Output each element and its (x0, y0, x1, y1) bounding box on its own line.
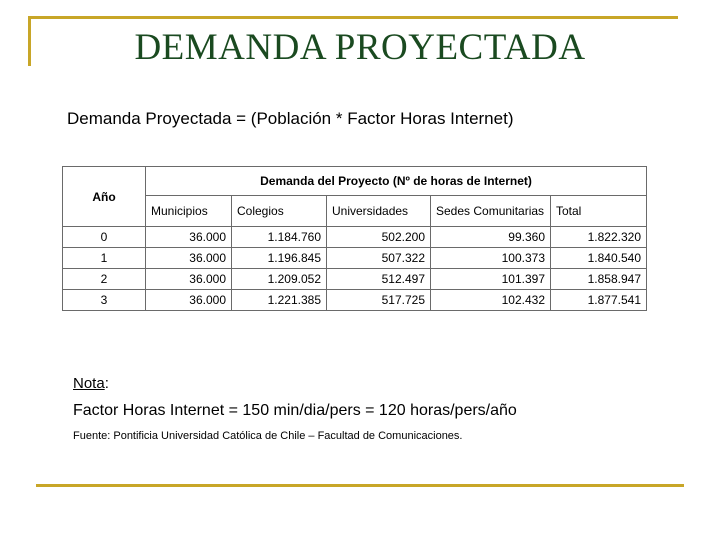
page-title: DEMANDA PROYECTADA (134, 27, 586, 68)
total-cell: 1.858.947 (551, 269, 647, 290)
source-note: Fuente: Pontificia Universidad Católica de Chile – Facultad de Comunicaciones. (73, 430, 463, 442)
factor-note: Factor Horas Internet = 150 min/dia/pers = 120 horas/pers/año (73, 402, 517, 419)
table-row (63, 290, 647, 311)
universidades-cell: 507.322 (327, 248, 431, 269)
column-header-total: Total (551, 196, 647, 227)
sedes-cell: 100.373 (431, 248, 551, 269)
table-row (63, 248, 647, 269)
universidades-cell: 512.497 (327, 269, 431, 290)
column-header-colegios: Colegios (232, 196, 327, 227)
bottom-rule (36, 484, 684, 487)
formula-text: Demanda Proyectada = (Población * Factor Horas Internet) (67, 109, 514, 128)
universidades-cell: 517.725 (327, 290, 431, 311)
note-heading (73, 375, 109, 392)
sedes-cell: 99.360 (431, 227, 551, 248)
municipios-cell: 36.000 (146, 227, 232, 248)
group-header: Demanda del Proyecto (Nº de horas de Internet) (146, 167, 647, 196)
table-row (63, 269, 647, 290)
table-group-header-row (63, 167, 647, 196)
column-header-universidades: Universidades (327, 196, 431, 227)
colegios-cell: 1.221.385 (232, 290, 327, 311)
top-rule (28, 16, 678, 19)
year-header: Año (63, 167, 146, 227)
total-cell: 1.822.320 (551, 227, 647, 248)
municipios-cell: 36.000 (146, 290, 232, 311)
table-column-header-row (63, 196, 647, 227)
note-label: Nota (73, 375, 105, 392)
colegios-cell: 1.184.760 (232, 227, 327, 248)
universidades-cell: 502.200 (327, 227, 431, 248)
year-cell: 3 (63, 290, 146, 311)
total-cell: 1.877.541 (551, 290, 647, 311)
year-cell: 1 (63, 248, 146, 269)
demand-table (62, 166, 647, 311)
year-cell: 2 (63, 269, 146, 290)
colegios-cell: 1.196.845 (232, 248, 327, 269)
municipios-cell: 36.000 (146, 269, 232, 290)
sedes-cell: 101.397 (431, 269, 551, 290)
note-colon: : (104, 375, 109, 392)
sedes-cell: 102.432 (431, 290, 551, 311)
table-row (63, 227, 647, 248)
colegios-cell: 1.209.052 (232, 269, 327, 290)
column-header-municipios: Municipios (146, 196, 232, 227)
column-header-sedes: Sedes Comunitarias (431, 196, 551, 227)
municipios-cell: 36.000 (146, 248, 232, 269)
total-cell: 1.840.540 (551, 248, 647, 269)
year-cell: 0 (63, 227, 146, 248)
